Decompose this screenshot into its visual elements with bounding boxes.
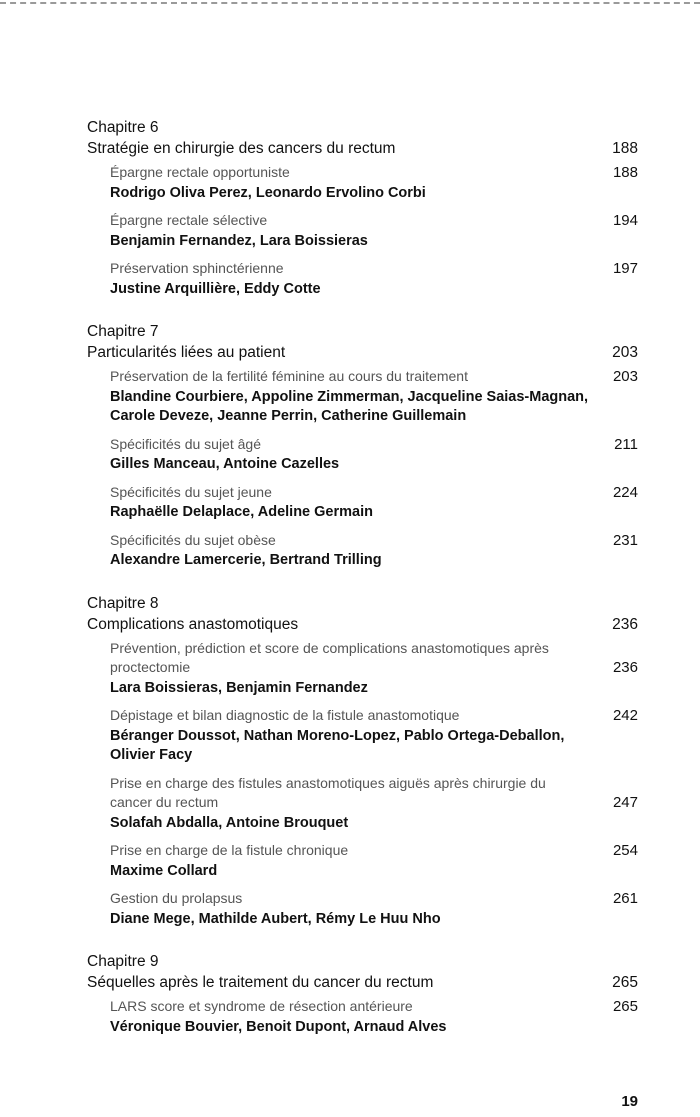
entry-page: 194 <box>612 212 638 229</box>
entry-page: 231 <box>612 531 638 549</box>
entry-title: Dépistage et bilan diagnostic de la fistule anastomotique <box>110 707 460 723</box>
toc-entry[interactable] <box>110 706 638 766</box>
chapter-label: Chapitre 9 <box>87 953 159 970</box>
entry-page: 203 <box>612 368 638 385</box>
chapter-page: 265 <box>612 974 638 991</box>
entry-page: 261 <box>612 890 638 907</box>
toc-entry[interactable] <box>110 259 638 299</box>
chapter-label: Chapitre 6 <box>87 119 159 136</box>
entry-authors: Véronique Bouvier, Benoit Dupont, Arnaud Alves <box>110 1018 447 1035</box>
entry-title: Épargne rectale opportuniste <box>110 164 290 180</box>
entry-authors: Béranger Doussot, Nathan Moreno-Lopez, Pablo Ortega-Deballon, Olivier Facy <box>110 727 565 763</box>
entry-page: 265 <box>612 998 638 1015</box>
chapter-title: Complications anastomotiques <box>87 615 299 633</box>
chapter-title: Stratégie en chirurgie des cancers du rectum <box>87 140 396 157</box>
entry-title: Spécificités du sujet âgé <box>110 435 261 452</box>
entry-authors: Justine Arquillière, Eddy Cotte <box>110 280 321 297</box>
toc-entry[interactable] <box>110 483 638 523</box>
chapter-page: 188 <box>612 140 638 157</box>
toc-entry[interactable] <box>110 211 638 251</box>
toc-entry[interactable] <box>110 435 638 475</box>
toc-entry[interactable] <box>110 367 638 427</box>
entry-title: Épargne rectale sélective <box>110 212 268 228</box>
entry-title: Prise en charge de la fistule chronique <box>110 842 349 858</box>
entry-page: 224 <box>612 483 638 501</box>
chapter-7 <box>87 321 638 571</box>
chapter-title-row[interactable] <box>87 342 638 363</box>
entry-authors: Blandine Courbiere, Appoline Zimmerman, Jacqueline Saias-Magnan, Carole Deveze, Jeanne Perrin, Catherine Guillemain <box>110 388 589 424</box>
entry-title: LARS score et syndrome de résection antérieure <box>110 998 413 1014</box>
entry-authors: Solafah Abdalla, Antoine Brouquet <box>110 814 349 831</box>
entry-title: Spécificités du sujet jeune <box>110 483 272 500</box>
entry-title: Spécificités du sujet obèse <box>110 531 276 548</box>
entry-authors: Maxime Collard <box>110 862 218 879</box>
toc-entry[interactable] <box>110 889 638 929</box>
entry-title: Préservation de la fertilité féminine au cours du traitement <box>110 368 468 384</box>
toc-entry[interactable] <box>110 774 638 834</box>
entry-page: 188 <box>612 164 638 181</box>
toc-entry[interactable] <box>110 841 638 881</box>
entry-page: 197 <box>612 260 638 277</box>
entry-authors: Gilles Manceau, Antoine Cazelles <box>110 456 340 472</box>
chapter-label: Chapitre 7 <box>87 323 159 340</box>
entry-authors: Diane Mege, Mathilde Aubert, Rémy Le Huu Nho <box>110 910 441 927</box>
entry-page: 254 <box>612 842 638 859</box>
chapter-title-row[interactable] <box>87 972 638 993</box>
chapter-page: 203 <box>612 344 638 361</box>
toc-entry[interactable] <box>110 997 638 1037</box>
entry-authors: Lara Boissieras, Benjamin Fernandez <box>110 679 368 696</box>
chapter-8 <box>87 593 638 930</box>
page-number: 19 <box>621 1093 638 1110</box>
toc-entry[interactable] <box>110 531 638 571</box>
entry-authors: Benjamin Fernandez, Lara Boissieras <box>110 232 368 249</box>
chapter-title-row[interactable] <box>87 138 638 159</box>
entry-authors: Raphaëlle Delaplace, Adeline Germain <box>110 504 373 520</box>
toc-entry[interactable] <box>110 163 638 203</box>
chapter-title-row[interactable] <box>87 614 638 635</box>
entry-title: Préservation sphinctérienne <box>110 260 284 276</box>
chapter-6 <box>87 117 638 299</box>
chapter-9 <box>87 951 638 1037</box>
entry-page: 247 <box>612 794 638 811</box>
chapter-page: 236 <box>612 615 638 633</box>
entry-title: Prise en charge des fistules anastomotiques aiguës après chirurgie du cancer du rectum <box>110 774 546 810</box>
chapter-title: Particularités liées au patient <box>87 344 286 361</box>
entry-title: Prévention, prédiction et score de complications anastomotiques après proctectomie <box>110 639 549 675</box>
entry-page: 242 <box>612 707 638 724</box>
toc-entry[interactable] <box>110 639 638 699</box>
entry-authors: Alexandre Lamercerie, Bertrand Trilling <box>110 552 382 568</box>
entry-authors: Rodrigo Oliva Perez, Leonardo Ervolino Corbi <box>110 184 426 201</box>
table-of-contents <box>87 117 638 1059</box>
entry-page: 236 <box>612 659 638 676</box>
page-cut-line <box>0 2 700 4</box>
chapter-label: Chapitre 8 <box>87 594 159 612</box>
entry-page: 211 <box>614 435 638 453</box>
chapter-title: Séquelles après le traitement du cancer du rectum <box>87 974 434 991</box>
entry-title: Gestion du prolapsus <box>110 890 243 906</box>
